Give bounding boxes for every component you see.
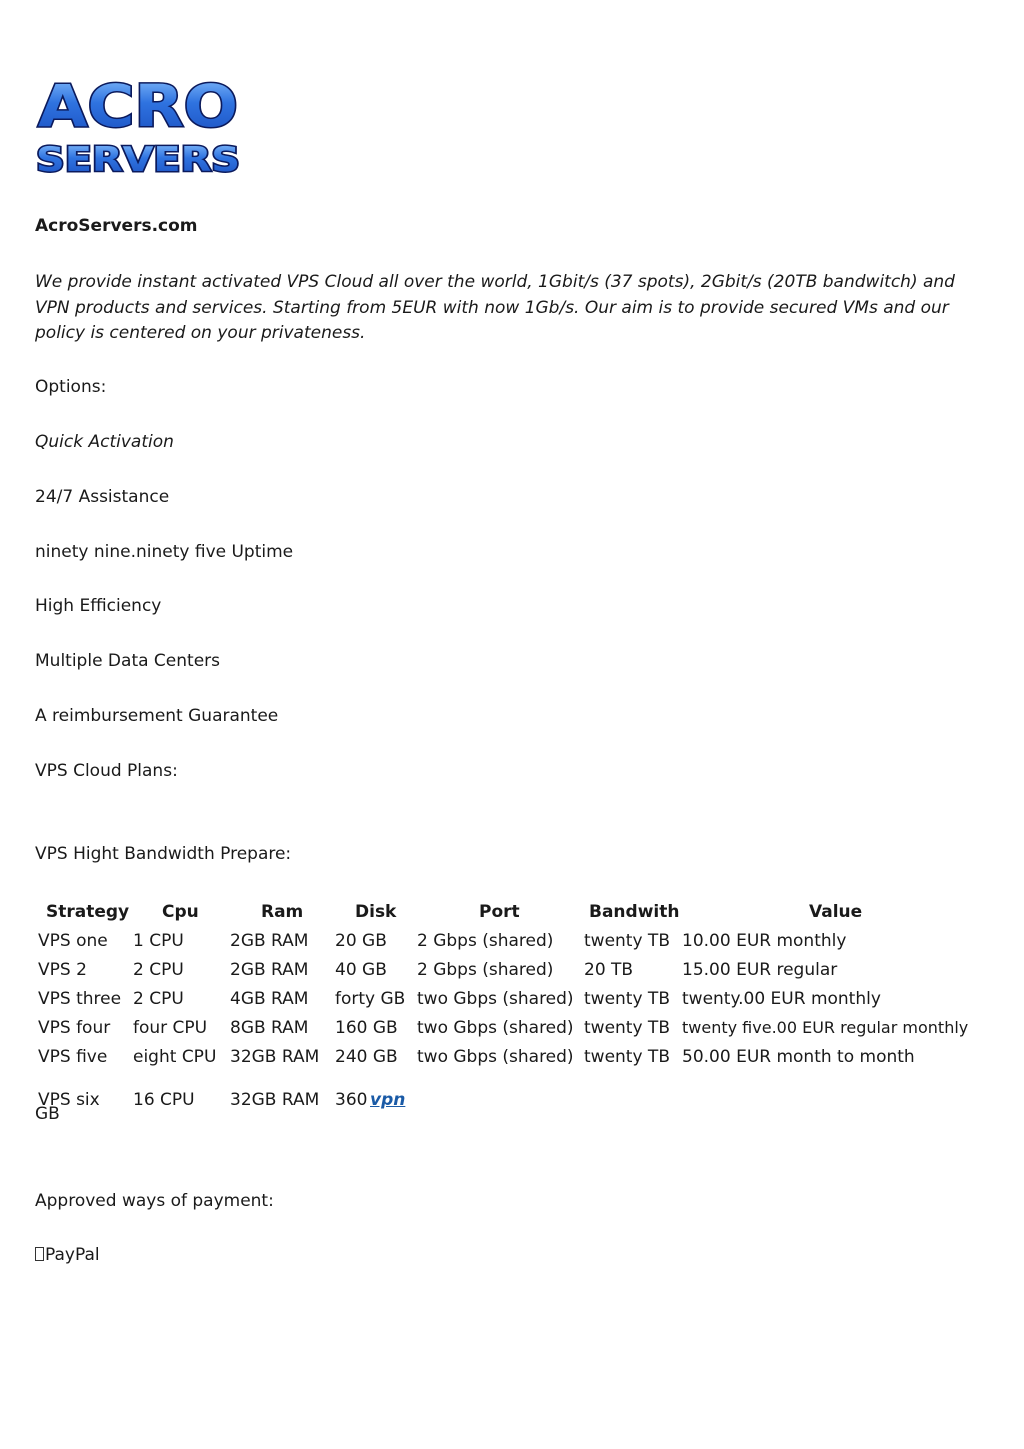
option-item: ninety nine.ninety five Uptime [35,542,294,562]
cell-disk: 20 GB [335,931,387,951]
cell-port: two Gbps (shared) [417,1018,574,1038]
cell-strategy: VPS three [38,989,122,1009]
cell-strategy: VPS six [38,1090,100,1110]
cell-ram: 32GB RAM [230,1047,320,1067]
cell-cpu: 2 CPU [133,960,184,980]
option-item: Multiple Data Centers [35,651,220,671]
cell-disk: 160 GB [335,1018,398,1038]
payment-label: Approved ways of payment: [35,1191,274,1211]
cell-value: 15.00 EUR regular [682,960,838,980]
cell-bandwith: twenty TB [584,931,670,951]
header-strategy: Strategy [46,902,130,922]
cell-disk: 240 GB [335,1047,398,1067]
cell-strategy: VPS five [38,1047,108,1067]
cell-cpu: 2 CPU [133,989,184,1009]
header-cpu: Cpu [162,902,199,922]
header-ram: Ram [261,902,304,922]
cloud-plans-label: VPS Cloud Plans: [35,761,178,781]
cell-value: twenty.00 EUR monthly [682,989,881,1009]
cell-cpu: eight CPU [133,1047,217,1067]
cell-port: 2 Gbps (shared) [417,931,554,951]
cell-ram: 2GB RAM [230,931,309,951]
cell-port: two Gbps (shared) [417,989,574,1009]
header-value: Value [809,902,863,922]
cell-bandwith: twenty TB [584,1047,670,1067]
cell-strategy: VPS four [38,1018,111,1038]
cell-ram: 4GB RAM [230,989,309,1009]
cell-value: 10.00 EUR monthly [682,931,847,951]
options-label: Options: [35,377,107,397]
cell-ram: 8GB RAM [230,1018,309,1038]
cell-disk: 40 GB [335,960,387,980]
cell-disk: forty GB [335,989,406,1009]
cell-port: 2 Gbps (shared) [417,960,554,980]
svg-text:ACRO: ACRO [38,76,238,140]
option-item: Quick Activation [35,432,174,452]
cell-ram: 32GB RAM [230,1090,320,1110]
cell-cpu: 1 CPU [133,931,184,951]
cell-cpu: 16 CPU [133,1090,195,1110]
bandwidth-plans-label: VPS Hight Bandwidth Prepare: [35,844,292,864]
option-item: A reimbursement Guarantee [35,706,279,726]
payment-method-label: PayPal [45,1245,100,1265]
option-item: 24/7 Assistance [35,487,170,507]
cell-ram: 2GB RAM [230,960,309,980]
header-port: Port [479,902,520,922]
header-bandwith: Bandwith [589,902,680,922]
cell-cpu: four CPU [133,1018,208,1038]
cell-port: two Gbps (shared) [417,1047,574,1067]
cell-value: 50.00 EUR month to month [682,1047,915,1067]
cell-bandwith: twenty TB [584,1018,670,1038]
svg-text:SERVERS: SERVERS [36,140,240,176]
option-item: High Efficiency [35,596,162,616]
cell-disk: 360 [335,1090,368,1110]
cell-strategy: VPS one [38,931,108,951]
cell-disk-unit: GB [35,1104,60,1124]
cell-bandwith: 20 TB [584,960,634,980]
cell-bandwith: twenty TB [584,989,670,1009]
cell-strategy: VPS 2 [38,960,87,980]
missing-glyph-icon [35,1247,44,1261]
acroservers-logo [33,76,243,176]
header-disk: Disk [355,902,397,922]
cell-value: twenty five.00 EUR regular monthly [682,1018,969,1037]
vpn-link[interactable]: vpn [370,1090,406,1110]
payment-method [35,1244,100,1266]
intro-paragraph: We provide instant activated VPS Cloud all over the world, 1Gbit/s (37 spots), 2Gbit/s (20TB bandwitch) and VPN products and services. Starting from 5EUR with now 1Gb/s. Our aim is to provide secured VMs and our policy is centered on your privateness. [35,272,955,343]
site-title: AcroServers.com [35,216,198,236]
